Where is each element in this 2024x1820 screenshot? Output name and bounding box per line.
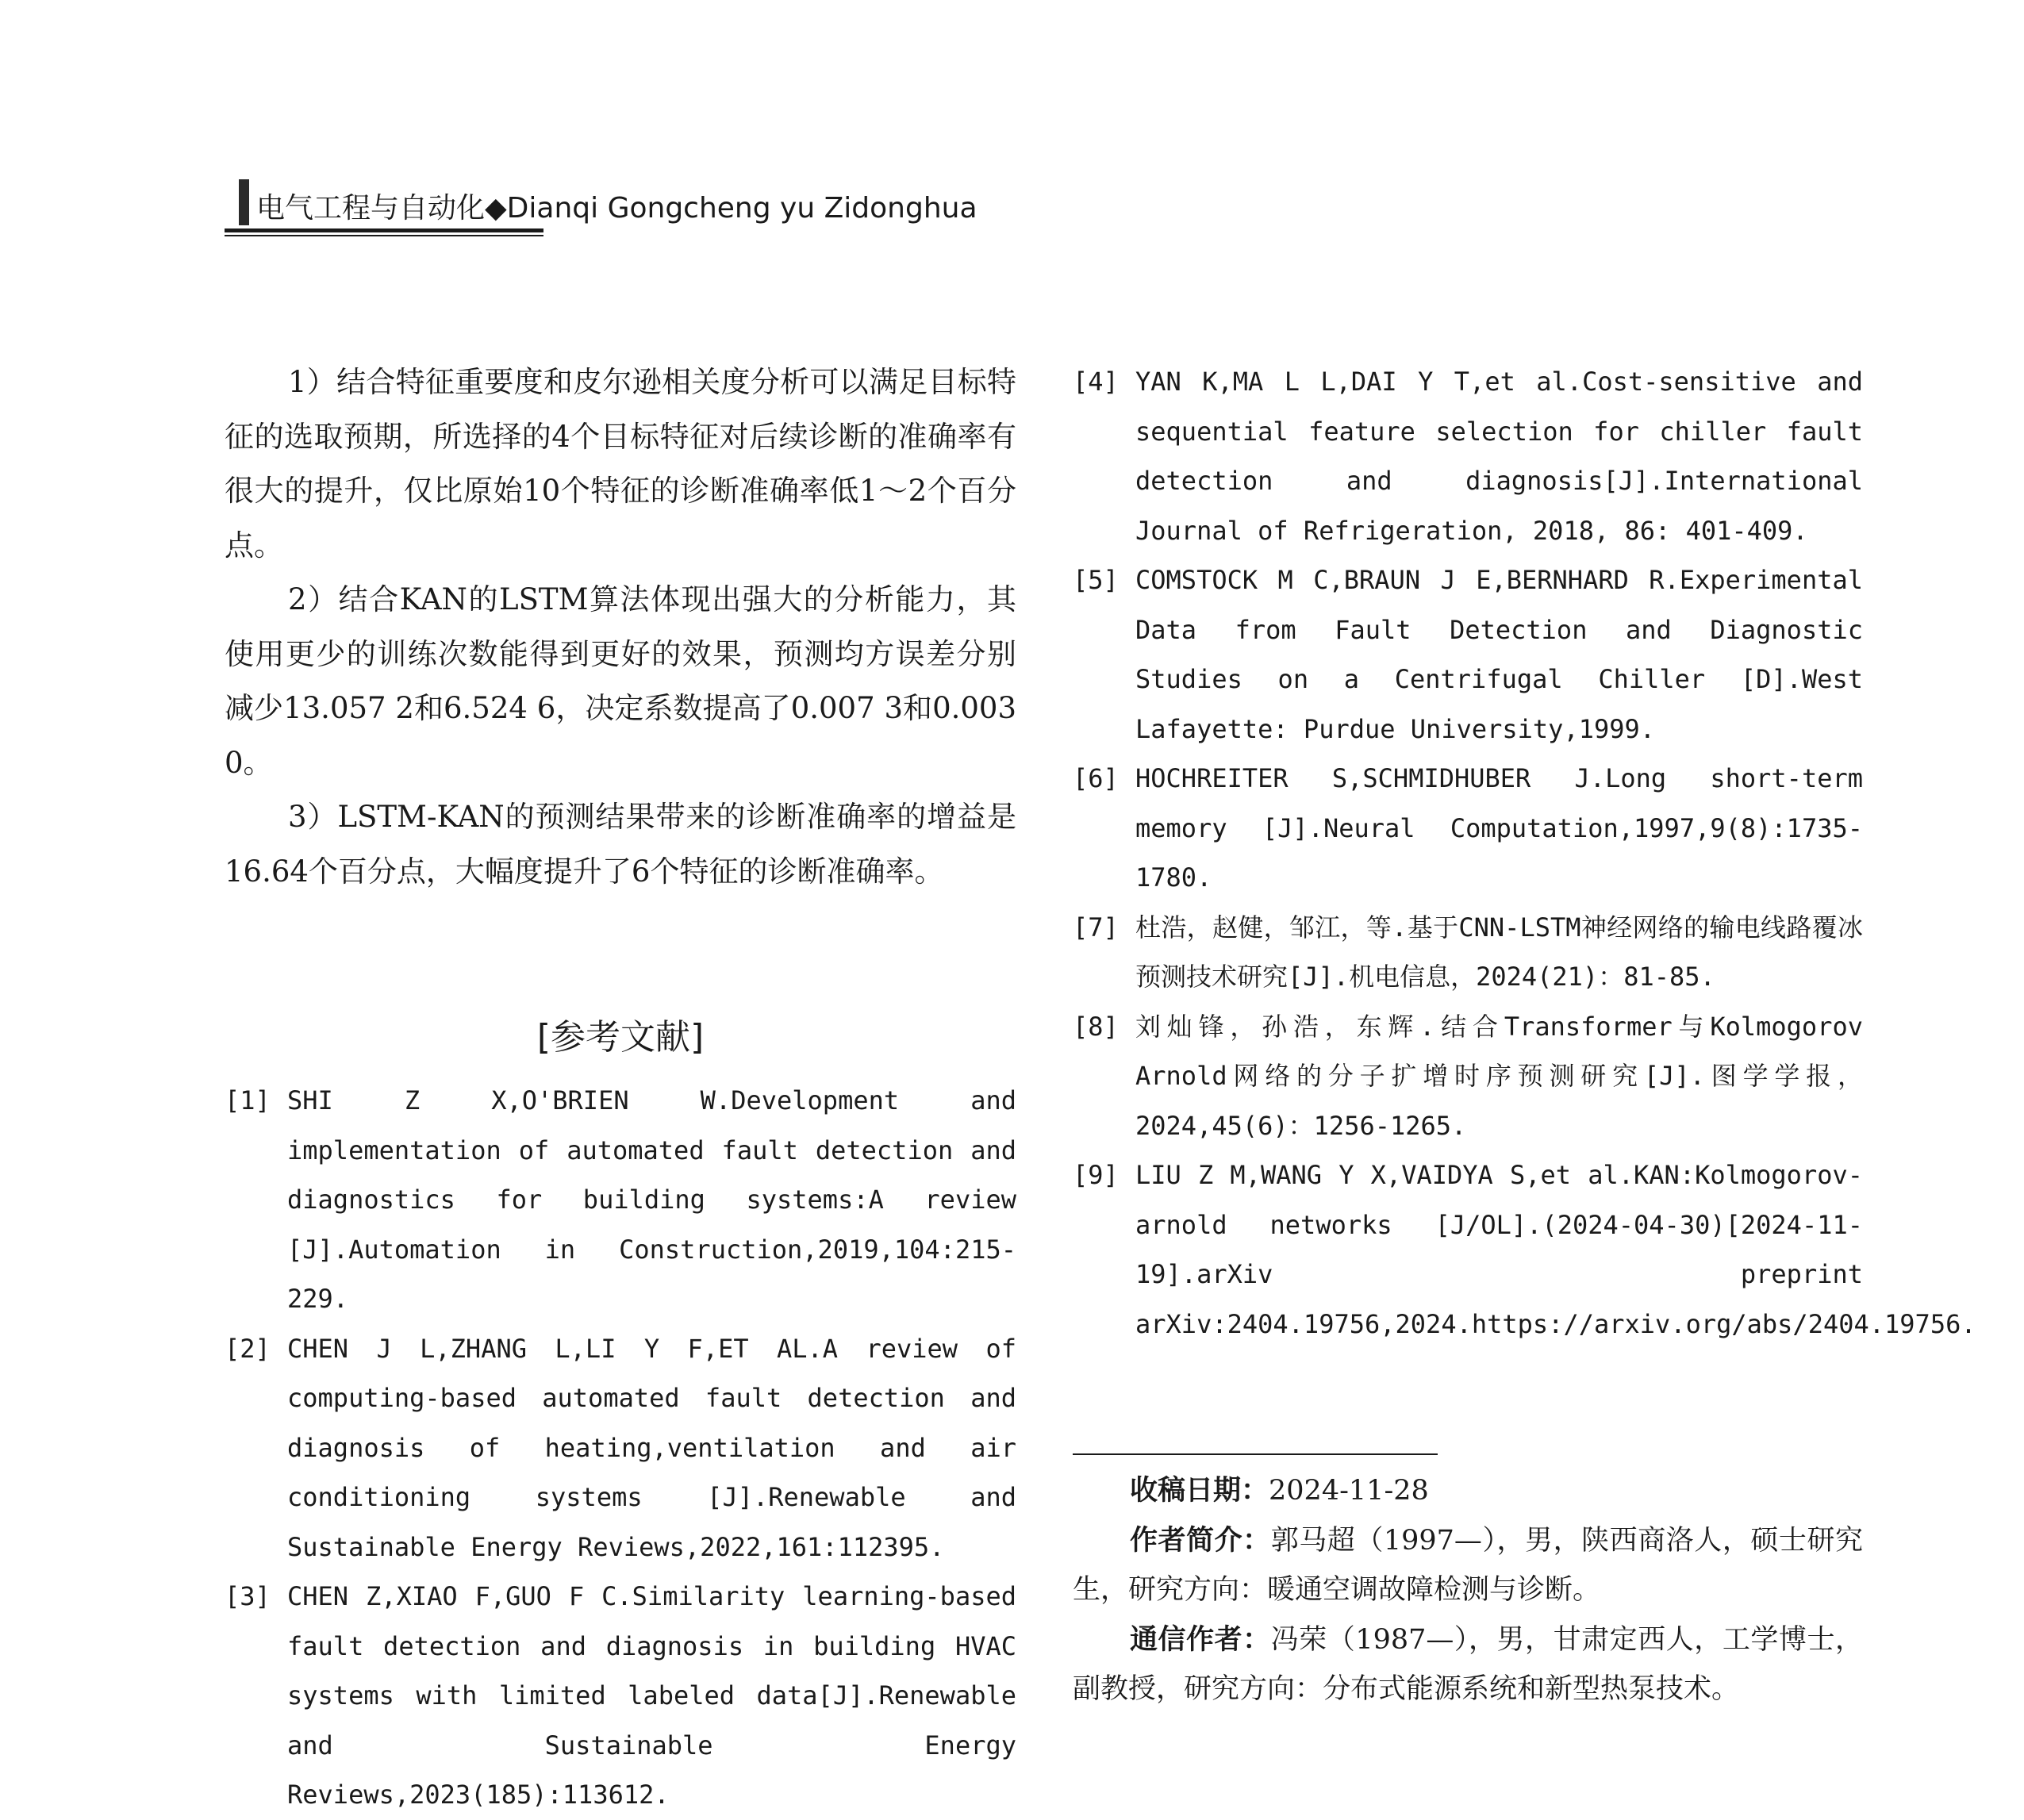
reference-number: [1]: [225, 1085, 271, 1115]
reference-item: [1073, 357, 1863, 555]
author-info-label: 作者简介：: [1130, 1524, 1271, 1557]
reference-text: 杜浩，赵健，邹江，等.基于CNN-LSTM神经网络的输电线路覆冰预测技术研究[J].机电信息，2024(21)：81-85.: [1135, 912, 1863, 992]
reference-item: [1073, 555, 1863, 754]
reference-text: 刘灿锋，孙浩，东辉.结合Transformer与Kolmogorov Arnold网络的分子扩增时序预测研究[J].图学学报，2024,45(6)：1256-1265.: [1135, 1011, 1863, 1141]
reference-number: [8]: [1073, 1011, 1119, 1042]
corresponding-author: [1073, 1615, 1863, 1714]
reference-number: [6]: [1073, 763, 1119, 793]
reference-number: [2]: [225, 1333, 271, 1364]
reference-text: CHEN J L,ZHANG L,LI Y F,ET AL.A review of computing-based automated fault detection and diagnosis of heating,ventilation and air conditioning systems [J].Renewable and Sustainable Energy Reviews,2022,161:112395.: [287, 1333, 1016, 1562]
reference-item: [225, 1572, 1016, 1820]
reference-item: [225, 1324, 1016, 1572]
author-notes: [1073, 1466, 1863, 1714]
reference-number: [7]: [1073, 912, 1119, 943]
header-rule-thin: [225, 235, 543, 236]
footnote-rule: [1073, 1453, 1438, 1455]
reference-number: [5]: [1073, 565, 1119, 595]
reference-text: LIU Z M,WANG Y X,VAIDYA S,et al.KAN:Kolmogorov-arnold networks [J/OL].(2024-04-30)[2024-11-19].arXiv preprint arXiv:2404.19756,2024.https://arxiv.org/abs/2404.19756.: [1135, 1160, 1976, 1339]
conclusion-section: [225, 355, 1016, 899]
conclusion-point-3: 3）LSTM-KAN的预测结果带来的诊断准确率的增益是16.64个百分点，大幅度提升了6个特征的诊断准确率。: [225, 800, 1016, 889]
reference-item: [225, 1076, 1016, 1324]
corresponding-author-label: 通信作者：: [1130, 1623, 1271, 1656]
reference-text: CHEN Z,XIAO F,GUO F C.Similarity learning-based fault detection and diagnosis in building HVAC systems with limited labeled data[J].Renewable and Sustainable Energy Reviews,2023(185):113612.: [287, 1581, 1016, 1810]
received-date-value: 2024-11-28: [1269, 1475, 1429, 1507]
header-accent-bar: [239, 179, 249, 225]
author-info-value: 郭马超（1997—），男，陕西商洛人，硕士研究生，研究方向：暖通空调故障检测与诊断。: [1073, 1524, 1863, 1606]
reference-item: [1073, 1002, 1863, 1151]
reference-number: [3]: [225, 1581, 271, 1611]
references-column-right: [1073, 357, 1976, 1349]
received-date: [1073, 1466, 1863, 1516]
reference-text: SHI Z X,O'BRIEN W.Development and implementation of automated fault detection and diagnostics for building systems:A review [J].Automation in Construction,2019,104:215-229.: [287, 1085, 1016, 1314]
reference-item: [1073, 754, 1863, 903]
reference-number: [4]: [1073, 367, 1119, 397]
received-date-label: 收稿日期：: [1130, 1475, 1269, 1507]
references-column-left: [225, 1076, 1016, 1820]
references-heading: [参考文献]: [536, 1017, 705, 1058]
reference-text: YAN K,MA L L,DAI Y T,et al.Cost-sensitive and sequential feature selection for chiller fault detection and diagnosis[J].International Journal of Refrigeration, 2018, 86: 401-409.: [1135, 367, 1863, 546]
reference-text: COMSTOCK M C,BRAUN J E,BERNHARD R.Experimental Data from Fault Detection and Diagnostic Studies on a Centrifugal Chiller [D].West Lafayette: Purdue University,1999.: [1135, 565, 1863, 744]
reference-text: HOCHREITER S,SCHMIDHUBER J.Long short-term memory [J].Neural Computation,1997,9(8):1735-1780.: [1135, 763, 1863, 893]
corresponding-author-value: 冯荣（1987—），男，甘肃定西人，工学博士，副教授，研究方向：分布式能源系统和新型热泵技术。: [1073, 1623, 1863, 1705]
conclusion-point-2: 2）结合KAN的LSTM算法体现出强大的分析能力，其使用更少的训练次数能得到更好的效果，预测均方误差分别减少13.057 2和6.524 6，决定系数提高了0.007 3和0.003 0。: [225, 582, 1016, 780]
author-info: [1073, 1516, 1863, 1615]
journal-title: 电气工程与自动化◆Dianqi Gongcheng yu Zidonghua: [256, 192, 977, 225]
reference-item: [1073, 903, 1863, 1002]
reference-item: [1073, 1150, 1976, 1349]
reference-number: [9]: [1073, 1160, 1119, 1190]
conclusion-point-1: 1）结合特征重要度和皮尔逊相关度分析可以满足目标特征的选取预期，所选择的4个目标特征对后续诊断的准确率有很大的提升，仅比原始10个特征的诊断准确率低1～2个百分点。: [225, 365, 1016, 563]
header-rule-thick: [225, 228, 543, 232]
